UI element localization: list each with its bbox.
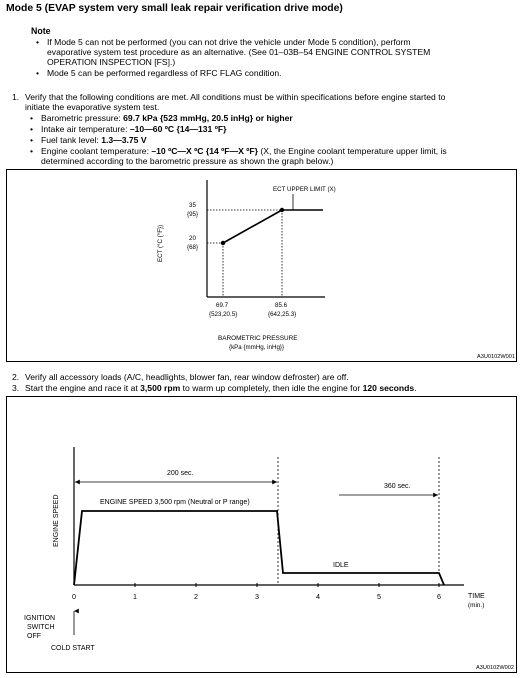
y-tick-high: 35 [189, 202, 196, 209]
ignition-label-3: OFF [27, 633, 41, 640]
condition-bullet-4: • [30, 146, 34, 156]
note-bullet-2: • [36, 68, 40, 78]
figure-1-id: A3U0102W001 [477, 354, 515, 360]
note-item-1-line-1: If Mode 5 can not be performed (you can not drive the vehicle under Mode 5 condition), perform [47, 37, 411, 47]
ect-limit-graph [7, 170, 516, 361]
limit-point-high [280, 208, 284, 212]
step-1-line-2: initiate the evaporative system test. [25, 102, 160, 112]
note-heading: Note [31, 26, 51, 36]
step-3-text: Start the engine and race it at 3,500 rpm to warm up completely, then idle the engine for 120 seconds. [25, 383, 417, 393]
y-tick-high-f: {95} [187, 211, 199, 218]
x-tick-label-1: 1 [133, 592, 137, 601]
condition-fuel-tank: Fuel tank level: 1.3—3.75 V [41, 135, 147, 145]
x-tick-label-2: 2 [194, 592, 198, 601]
x-tick-high-sub: {642,25.3} [268, 311, 297, 318]
time-unit-label: (min.) [468, 602, 485, 609]
step-3-number: 3. [12, 383, 20, 393]
condition-intake-air: Intake air temperature: –10—60 ºC {14—131 ºF} [41, 124, 227, 134]
note-item-1-line-3: OPERATION INSPECTION [FS].) [47, 57, 176, 67]
step-2-text: Verify all accessory loads (A/C, headlights, blower fan, rear window defroster) are off. [25, 372, 349, 382]
condition-barometric: Barometric pressure: 69.7 kPa {523 mmHg, 20.5 inHg} or higher [41, 113, 293, 123]
condition-bullet-1: • [30, 113, 34, 123]
step-1-number: 1. [12, 92, 20, 102]
y-tick-low: 20 [189, 235, 196, 242]
limit-slope-line [223, 210, 282, 243]
note-item-2: Mode 5 can be performed regardless of RFC FLAG condition. [47, 68, 282, 78]
condition-bullet-2: • [30, 124, 34, 134]
time-label: TIME [468, 593, 485, 600]
cold-start-label: COLD START [51, 645, 95, 652]
ect-limit-figure [6, 169, 517, 362]
figure-2-id: A3U0102W002 [476, 665, 514, 671]
idle-label: IDLE [333, 562, 349, 569]
x-tick-low-sub: {523,20.5} [209, 311, 238, 318]
x-tick-label-5: 5 [377, 592, 381, 601]
note-bullet-1: • [36, 37, 40, 47]
x-tick-label-6: 6 [437, 592, 441, 601]
condition-coolant: Engine coolant temperature: –10 ºC—X ºC {14 ºF—X ºF} (X, the Engine coolant temperature upper limit, is [41, 146, 447, 156]
limit-label: ECT UPPER LIMIT (X) [273, 186, 336, 193]
x-axis-label-sub: {kPa {mmHg, inHg}} [229, 344, 285, 351]
dur-360-label: 360 sec. [384, 483, 411, 490]
y-axis-label: ENGINE SPEED [53, 494, 60, 547]
dur-200-label: 200 sec. [167, 470, 194, 477]
engine-speed-trace [74, 511, 444, 585]
note-item-1-line-2: evaporative system test procedure as an alternative. (See 01–03B–54 ENGINE CONTROL SYSTEM [47, 47, 431, 57]
x-tick-label-4: 4 [316, 592, 320, 601]
x-tick-low: 69.7 [216, 302, 229, 309]
condition-bullet-3: • [30, 135, 34, 145]
x-tick-high: 85.6 [275, 302, 288, 309]
engine-speed-label: ENGINE SPEED 3,500 rpm (Neutral or P range) [100, 499, 250, 506]
step-2-number: 2. [12, 372, 20, 382]
step-1-line-1: Verify that the following conditions are met. All conditions must be within specifications before engine started to [25, 92, 446, 102]
x-tick-label-3: 3 [255, 592, 259, 601]
limit-point-low [221, 241, 225, 245]
ignition-label-1: IGNITION [24, 615, 56, 622]
y-axis-label: ECT (°C {°F}) [157, 224, 164, 262]
x-tick-label-0: 0 [72, 592, 76, 601]
drive-cycle-graph [7, 397, 516, 672]
page-title: Mode 5 (EVAP system very small leak repair verification drive mode) [6, 3, 343, 14]
drive-cycle-figure [6, 396, 517, 673]
y-tick-low-f: {68} [187, 244, 199, 251]
condition-coolant-line-2: determined according to the barometric pressure as shown the graph below.) [41, 156, 334, 166]
x-axis-label: BAROMETRIC PRESSURE [218, 335, 298, 342]
ignition-label-2: SWITCH [27, 624, 55, 631]
